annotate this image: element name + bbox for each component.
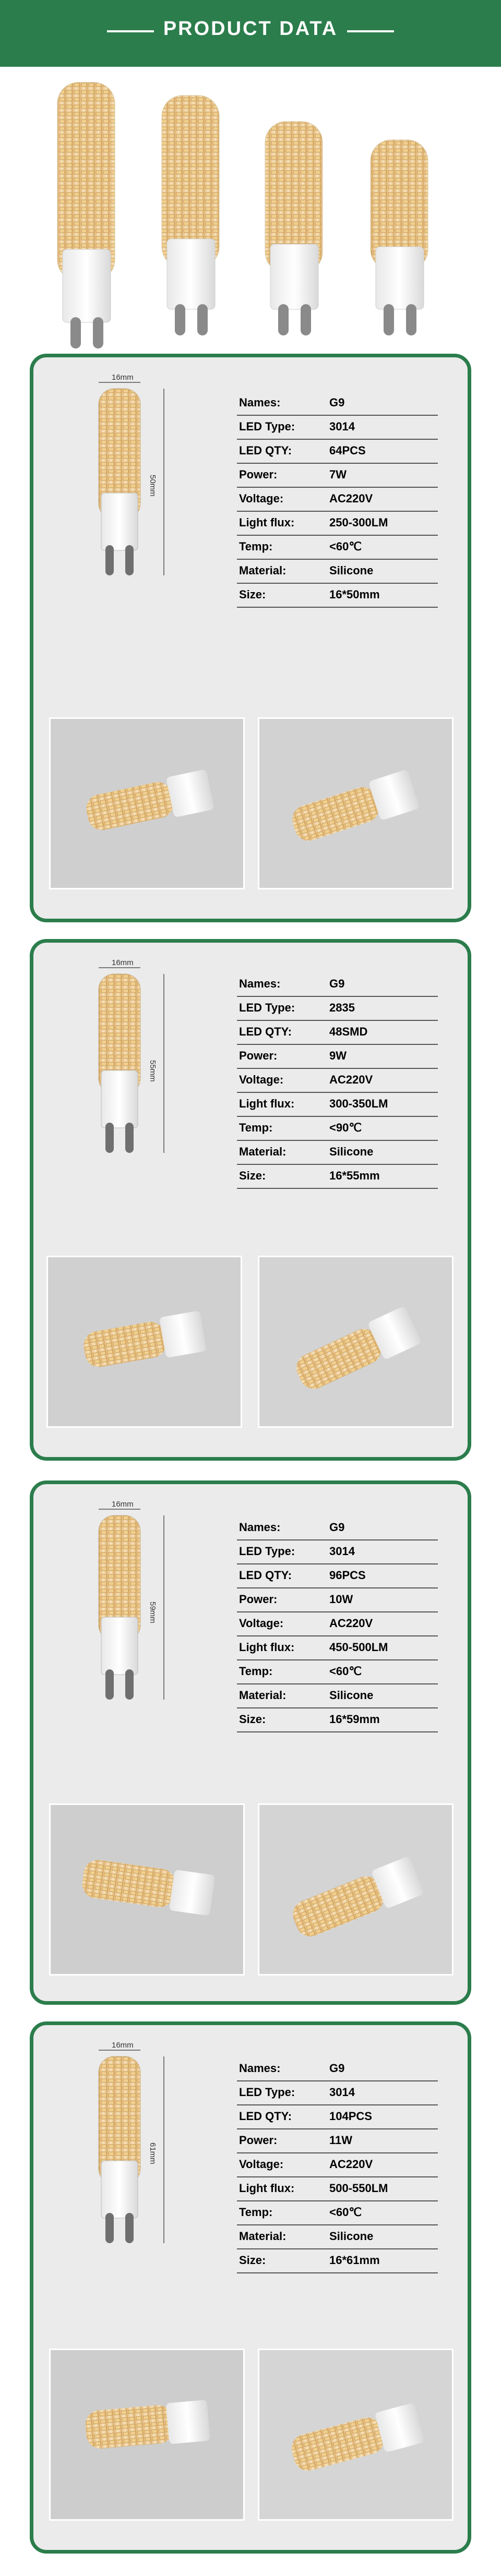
spec-value: AC220V <box>327 1068 438 1092</box>
spec-value: 96PCS <box>327 1564 438 1588</box>
bulb-4-icon <box>371 140 428 335</box>
spec-value: Silicone <box>327 1140 438 1164</box>
spec-value: 7W <box>327 463 438 487</box>
spec-row <box>237 1708 438 1732</box>
spec-value: <60℃ <box>327 1660 438 1684</box>
spec-value: <60℃ <box>327 2201 438 2225</box>
spec-table-3 <box>237 1516 467 1732</box>
product-photo-2a <box>46 1256 242 1428</box>
spec-value: 2835 <box>327 996 438 1020</box>
spec-row <box>237 1588 438 1612</box>
spec-label: LED Type: <box>237 996 327 1020</box>
spec-label: Material: <box>237 1684 327 1708</box>
spec-row <box>237 2201 438 2225</box>
spec-value: 450-500LM <box>327 1636 438 1660</box>
spec-value: <60℃ <box>327 535 438 559</box>
product-photo-2b <box>258 1256 454 1428</box>
product-photo-1a <box>49 717 245 889</box>
spec-value: 3014 <box>327 1540 438 1564</box>
dimension-drawing-1 <box>49 373 216 603</box>
product-photo-1b <box>258 717 454 889</box>
spec-row <box>237 2153 438 2177</box>
product-panel-3 <box>30 1480 471 2005</box>
spec-label: Voltage: <box>237 1068 327 1092</box>
spec-value: 500-550LM <box>327 2177 438 2201</box>
spec-value: <90℃ <box>327 1116 438 1140</box>
spec-table-1 <box>237 392 467 608</box>
spec-label: Material: <box>237 2225 327 2249</box>
spec-label: Temp: <box>237 2201 327 2225</box>
spec-value: AC220V <box>327 1612 438 1636</box>
height-dimension-label: 59mm <box>148 1602 157 1623</box>
spec-row <box>237 1684 438 1708</box>
spec-table-2 <box>237 973 467 1189</box>
spec-label: Power: <box>237 2129 327 2153</box>
product-panel-2 <box>30 939 471 1461</box>
spec-value: 16*59mm <box>327 1708 438 1732</box>
hero-bulb-lineup <box>0 67 501 359</box>
spec-row <box>237 996 438 1020</box>
product-photo-3b <box>258 1803 454 1976</box>
width-dimension-label: 16mm <box>112 2041 134 2050</box>
product-photo-4a <box>49 2349 245 2521</box>
spec-row <box>237 2057 438 2081</box>
spec-label: LED Type: <box>237 1540 327 1564</box>
spec-row <box>237 1140 438 1164</box>
spec-value: G9 <box>327 392 438 415</box>
spec-value: 3014 <box>327 2081 438 2105</box>
height-dimension-label: 55mm <box>148 1060 157 1082</box>
header-banner <box>0 0 501 67</box>
spec-label: Voltage: <box>237 487 327 511</box>
spec-label: Light flux: <box>237 1636 327 1660</box>
spec-label: Temp: <box>237 1660 327 1684</box>
bulb-2-icon <box>162 95 219 335</box>
spec-label: Light flux: <box>237 2177 327 2201</box>
spec-value: 104PCS <box>327 2105 438 2129</box>
width-dimension-label: 16mm <box>112 1500 134 1509</box>
spec-value: 300-350LM <box>327 1092 438 1116</box>
spec-label: Size: <box>237 1708 327 1732</box>
spec-label: Voltage: <box>237 2153 327 2177</box>
spec-row <box>237 392 438 415</box>
spec-row <box>237 583 438 607</box>
spec-row <box>237 1164 438 1188</box>
spec-row <box>237 1660 438 1684</box>
spec-label: LED QTY: <box>237 439 327 463</box>
page-title: PRODUCT DATA <box>163 18 338 40</box>
spec-row <box>237 415 438 439</box>
spec-row <box>237 1068 438 1092</box>
spec-value: G9 <box>327 1516 438 1540</box>
spec-label: Material: <box>237 559 327 583</box>
spec-value: AC220V <box>327 487 438 511</box>
spec-value: 9W <box>327 1044 438 1068</box>
spec-row <box>237 559 438 583</box>
spec-label: Names: <box>237 1516 327 1540</box>
spec-label: Temp: <box>237 1116 327 1140</box>
spec-row <box>237 1540 438 1564</box>
width-dimension-label: 16mm <box>112 958 134 967</box>
spec-row <box>237 535 438 559</box>
bulb-1-icon <box>57 82 115 348</box>
spec-label: Light flux: <box>237 1092 327 1116</box>
spec-label: Power: <box>237 1044 327 1068</box>
spec-row <box>237 2177 438 2201</box>
spec-row <box>237 2225 438 2249</box>
spec-label: LED QTY: <box>237 1020 327 1044</box>
spec-value: Silicone <box>327 559 438 583</box>
width-dimension-label: 16mm <box>112 373 134 382</box>
product-photo-3a <box>49 1803 245 1976</box>
spec-label: LED Type: <box>237 2081 327 2105</box>
spec-label: Power: <box>237 1588 327 1612</box>
spec-label: Names: <box>237 973 327 996</box>
spec-row <box>237 2105 438 2129</box>
spec-value: G9 <box>327 2057 438 2081</box>
spec-label: Temp: <box>237 535 327 559</box>
spec-label: Power: <box>237 463 327 487</box>
header-right-rule <box>347 30 394 32</box>
spec-row <box>237 487 438 511</box>
spec-row <box>237 463 438 487</box>
dimension-drawing-2 <box>49 958 216 1188</box>
spec-label: LED QTY: <box>237 1564 327 1588</box>
bulb-lineup-image <box>0 67 501 359</box>
spec-label: Size: <box>237 2249 327 2273</box>
bulb-3-icon <box>265 122 323 335</box>
spec-row <box>237 1044 438 1068</box>
spec-label: Names: <box>237 392 327 415</box>
spec-label: Size: <box>237 583 327 607</box>
spec-label: Material: <box>237 1140 327 1164</box>
spec-value: 10W <box>327 1588 438 1612</box>
spec-label: Light flux: <box>237 511 327 535</box>
spec-row <box>237 2129 438 2153</box>
spec-value: AC220V <box>327 2153 438 2177</box>
spec-row <box>237 439 438 463</box>
height-dimension-label: 50mm <box>148 475 157 497</box>
spec-label: LED QTY: <box>237 2105 327 2129</box>
spec-row <box>237 1116 438 1140</box>
spec-row <box>237 973 438 996</box>
spec-label: LED Type: <box>237 415 327 439</box>
spec-row <box>237 1516 438 1540</box>
product-photo-4b <box>258 2349 454 2521</box>
spec-value: 16*55mm <box>327 1164 438 1188</box>
dimension-drawing-4 <box>49 2041 216 2270</box>
spec-value: 16*61mm <box>327 2249 438 2273</box>
spec-row <box>237 1092 438 1116</box>
height-dimension-label: 61mm <box>148 2142 157 2164</box>
product-panel-4 <box>30 2021 471 2554</box>
spec-row <box>237 2081 438 2105</box>
spec-row <box>237 511 438 535</box>
spec-row <box>237 1020 438 1044</box>
spec-label: Size: <box>237 1164 327 1188</box>
spec-label: Names: <box>237 2057 327 2081</box>
spec-value: 3014 <box>327 415 438 439</box>
spec-value: 11W <box>327 2129 438 2153</box>
spec-value: Silicone <box>327 2225 438 2249</box>
spec-row <box>237 1612 438 1636</box>
spec-value: Silicone <box>327 1684 438 1708</box>
dimension-drawing-3 <box>49 1500 216 1729</box>
spec-label: Voltage: <box>237 1612 327 1636</box>
spec-row <box>237 2249 438 2273</box>
spec-value: G9 <box>327 973 438 996</box>
spec-row <box>237 1564 438 1588</box>
spec-table-4 <box>237 2057 467 2273</box>
spec-value: 48SMD <box>327 1020 438 1044</box>
spec-value: 16*50mm <box>327 583 438 607</box>
spec-value: 64PCS <box>327 439 438 463</box>
spec-row <box>237 1636 438 1660</box>
spec-value: 250-300LM <box>327 511 438 535</box>
product-panel-1 <box>30 354 471 922</box>
